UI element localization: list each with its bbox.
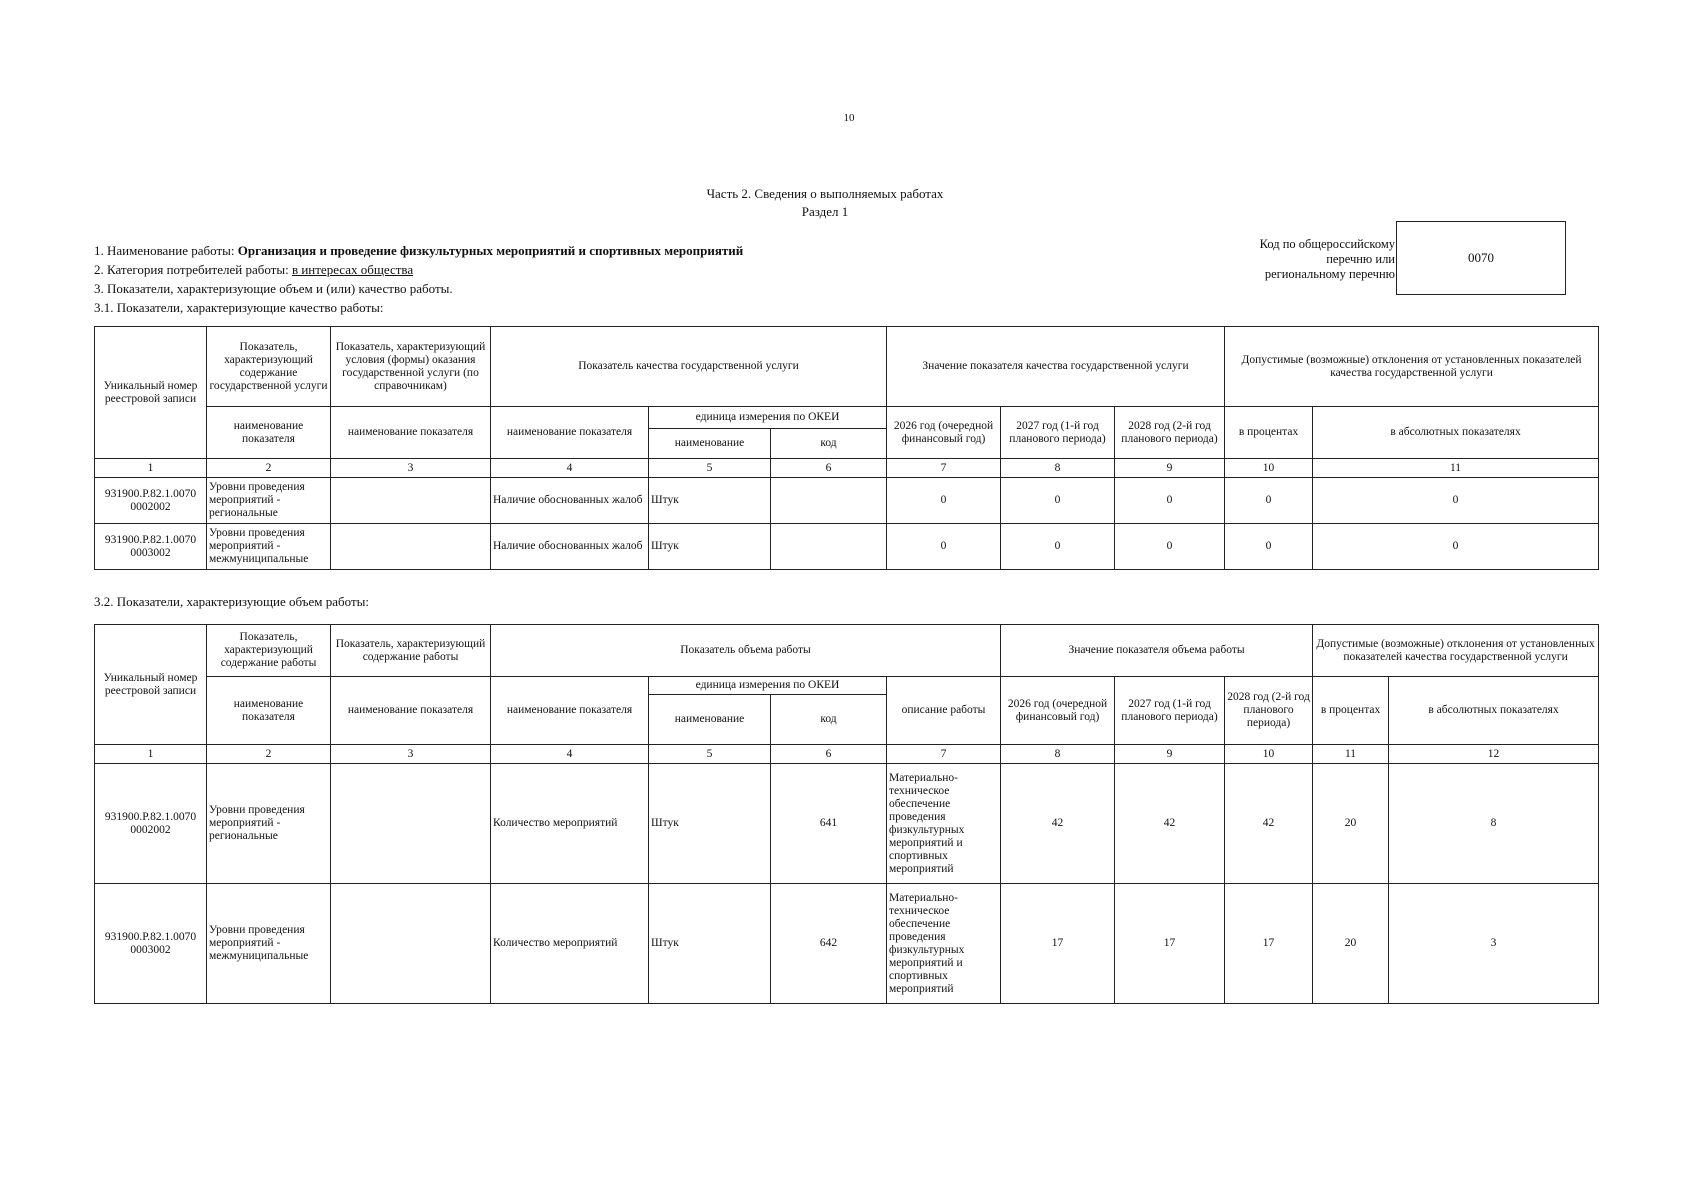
deviation-absolute: 3 (1389, 884, 1599, 1004)
record-id: 931900.Р.82.1.0070 0002002 (95, 764, 207, 884)
work-description: Материально-техническое обеспечение проведения физкультурных мероприятий и спортивных мероприятий (887, 764, 1001, 884)
header-name-indicator: наименование показателя (331, 677, 491, 745)
content-value: Уровни проведения мероприятий - региональные (207, 764, 331, 884)
value-2027: 17 (1115, 884, 1225, 1004)
unit-name: Штук (649, 884, 771, 1004)
quality-table (94, 326, 1599, 570)
header-okei-name: наименование (649, 429, 771, 459)
deviation-percent: 0 (1225, 524, 1313, 570)
table-row (95, 884, 1599, 1004)
deviation-absolute: 0 (1313, 524, 1599, 570)
work-name-label: 1. Наименование работы: (94, 243, 238, 258)
unit-name: Штук (649, 764, 771, 884)
part-title: Часть 2. Сведения о выполняемых работах (706, 186, 944, 201)
header-in-absolute: в абсолютных показателях (1313, 407, 1599, 459)
content-value: Уровни проведения мероприятий - межмуниципальные (207, 884, 331, 1004)
header-in-percent: в процентах (1225, 407, 1313, 459)
condition-value (331, 478, 491, 524)
condition-value (331, 524, 491, 570)
indicator-name: Количество мероприятий (491, 884, 649, 1004)
header-quality-indicator: Показатель качества государственной услуги (491, 327, 887, 407)
header-deviation: Допустимые (возможные) отклонения от установленных показателей качества государственной услуги (1313, 625, 1599, 677)
record-id: 931900.Р.82.1.0070 0003002 (95, 524, 207, 570)
item-3-2-heading: 3.2. Показатели, характеризующие объем работы: (94, 594, 369, 609)
value-2026: 42 (1001, 764, 1115, 884)
header-condition-indicator: Показатель, характеризующий условия (формы) оказания государственной услуги (по справочникам) (331, 327, 491, 407)
content-value-2 (331, 764, 491, 884)
column-numbers-row: 1 2 3 4 5 6 7 8 9 10 11 12 (95, 745, 1599, 764)
header-name-indicator: наименование показателя (331, 407, 491, 459)
header-year-2027: 2027 год (1-й год планового периода) (1001, 407, 1115, 459)
header-content-indicator: Показатель, характеризующий содержание работы (207, 625, 331, 677)
header-volume-indicator: Показатель объема работы (491, 625, 1001, 677)
value-2026: 0 (887, 478, 1001, 524)
deviation-absolute: 0 (1313, 478, 1599, 524)
value-2028: 0 (1115, 478, 1225, 524)
unit-name: Штук (649, 478, 771, 524)
category-line (94, 262, 413, 278)
unit-name: Штук (649, 524, 771, 570)
value-2028: 17 (1225, 884, 1313, 1004)
header-name-indicator: наименование показателя (207, 677, 331, 745)
indicator-name: Наличие обоснованных жалоб (491, 478, 649, 524)
record-id: 931900.Р.82.1.0070 0003002 (95, 884, 207, 1004)
value-2028: 0 (1115, 524, 1225, 570)
header-year-2028: 2028 год (2-й год планового периода) (1115, 407, 1225, 459)
header-work-description: описание работы (887, 677, 1001, 745)
volume-table (94, 624, 1599, 1004)
unit-code (771, 524, 887, 570)
table-row (95, 764, 1599, 884)
header-content-indicator: Показатель, характеризующий содержание государственной услуги (207, 327, 331, 407)
value-2028: 42 (1225, 764, 1313, 884)
content-value-2 (331, 884, 491, 1004)
content-value: Уровни проведения мероприятий - межмуниципальные (207, 524, 331, 570)
header-okei-unit: единица измерения по ОКЕИ (649, 677, 887, 695)
header-year-2026: 2026 год (очередной финансовый год) (1001, 677, 1115, 745)
header-okei-name: наименование (649, 695, 771, 745)
header-quality-value: Значение показателя качества государственной услуги (887, 327, 1225, 407)
value-2026: 0 (887, 524, 1001, 570)
table-row (95, 478, 1599, 524)
header-year-2028: 2028 год (2-й год планового периода) (1225, 677, 1313, 745)
deviation-absolute: 8 (1389, 764, 1599, 884)
content-value: Уровни проведения мероприятий - региональные (207, 478, 331, 524)
deviation-percent: 20 (1313, 764, 1389, 884)
header-unique-number: Уникальный номер реестровой записи (95, 327, 207, 459)
header-deviation: Допустимые (возможные) отклонения от установленных показателей качества государственной услуги (1225, 327, 1599, 407)
deviation-percent: 20 (1313, 884, 1389, 1004)
item-3-heading: 3. Показатели, характеризующие объем и (или) качество работы. (94, 281, 453, 296)
header-name-indicator: наименование показателя (491, 407, 649, 459)
work-name-line (94, 243, 743, 259)
code-box (1396, 221, 1566, 295)
column-numbers-row: 1 2 3 4 5 6 7 8 9 10 11 (95, 459, 1599, 478)
work-name: Организация и проведение физкультурных мероприятий и спортивных мероприятий (237, 243, 744, 258)
header-content-indicator: Показатель, характеризующий содержание работы (331, 625, 491, 677)
unit-code: 642 (771, 884, 887, 1004)
deviation-percent: 0 (1225, 478, 1313, 524)
category-label: 2. Категория потребителей работы: (94, 262, 292, 277)
code-value: 0070 (1468, 250, 1494, 265)
value-2027: 42 (1115, 764, 1225, 884)
table-row (95, 524, 1599, 570)
value-2026: 17 (1001, 884, 1115, 1004)
indicator-name: Наличие обоснованных жалоб (491, 524, 649, 570)
section-title: Раздел 1 (801, 204, 849, 219)
header-year-2027: 2027 год (1-й год планового периода) (1115, 677, 1225, 745)
header-volume-value: Значение показателя объема работы (1001, 625, 1313, 677)
header-in-percent: в процентах (1313, 677, 1389, 745)
header-okei-unit: единица измерения по ОКЕИ (649, 407, 887, 429)
record-id: 931900.Р.82.1.0070 0002002 (95, 478, 207, 524)
header-okei-code: код (771, 695, 887, 745)
header-year-2026: 2026 год (очередной финансовый год) (887, 407, 1001, 459)
unit-code: 641 (771, 764, 887, 884)
header-in-absolute: в абсолютных показателях (1389, 677, 1599, 745)
header-name-indicator: наименование показателя (491, 677, 649, 745)
indicator-name: Количество мероприятий (491, 764, 649, 884)
category-value: в интересах общества (291, 262, 414, 277)
item-3-1-heading: 3.1. Показатели, характеризующие качество работы: (94, 300, 384, 315)
header-name-indicator: наименование показателя (207, 407, 331, 459)
unit-code (771, 478, 887, 524)
code-label: Код по общероссийскому перечню или региональному перечню (1259, 237, 1395, 281)
value-2027: 0 (1001, 524, 1115, 570)
header-okei-code: код (771, 429, 887, 459)
header-unique-number: Уникальный номер реестровой записи (95, 625, 207, 745)
work-description: Материально-техническое обеспечение проведения физкультурных мероприятий и спортивных мероприятий (887, 884, 1001, 1004)
page-number: 10 (843, 112, 855, 124)
value-2027: 0 (1001, 478, 1115, 524)
